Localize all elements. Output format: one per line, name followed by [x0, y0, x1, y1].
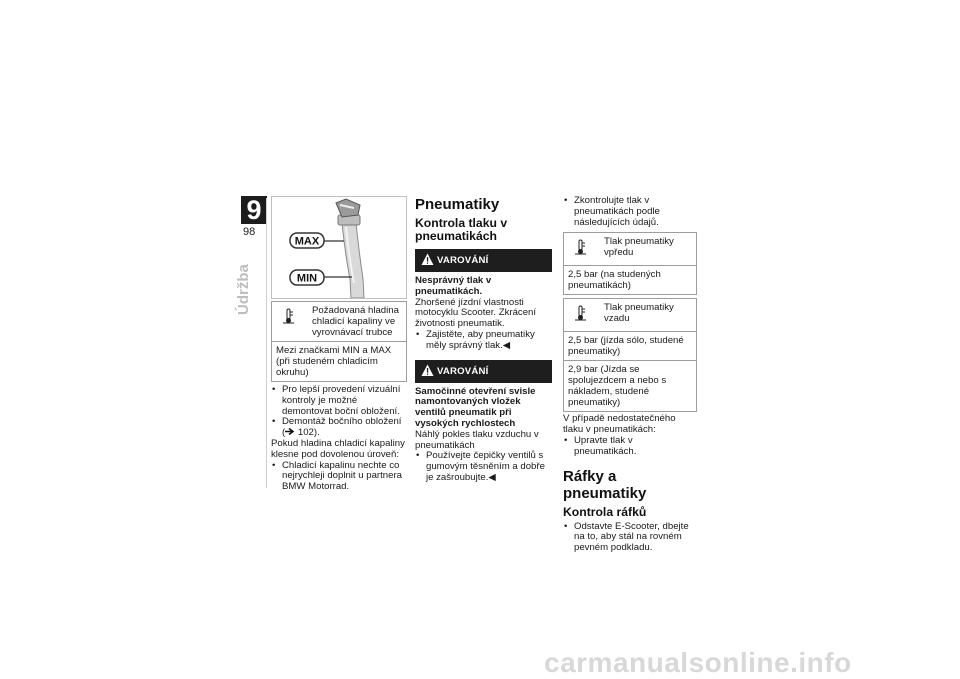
column-tires — [415, 196, 552, 484]
end-mark: ◀ — [502, 339, 511, 351]
list-item: • Odstavte E-Scooter, dbejte na to, aby stál na rovném pevném podkladu. — [563, 522, 697, 554]
front-pressure-title: Tlak pneumatiky vpředu — [604, 236, 674, 259]
front-pressure-value-row — [564, 265, 696, 294]
rear-pressure-title: Tlak pneumatiky vzadu — [604, 302, 674, 325]
rear-pressure-title-row — [564, 299, 696, 331]
rear-pressure-value-row — [564, 360, 696, 411]
warning-2-content — [415, 387, 552, 484]
rear-pressure-value-loaded: 2,9 bar (Jízda se spolujezdcem a nebo s nákladem, studené pneumatiky) — [568, 364, 667, 409]
rim-text — [563, 522, 697, 554]
section-heading: Pneumatiky — [415, 196, 500, 213]
warning-text: Zhoršené jízdní vlastnosti motocyklu Scooter. Zkrácení životnosti pneumatik. — [415, 296, 537, 330]
coolant-spec-value: Mezi značkami MIN a MAX (při studeném chladicím okruhu) — [276, 345, 392, 378]
rear-pressure-value-solo: 2,5 bar (jízda sólo, studené pneumatiky) — [568, 335, 684, 358]
subsection-heading: Kontrola tlaku v pneumatikách — [415, 216, 508, 243]
warning-banner — [415, 360, 552, 383]
front-pressure-title-row — [564, 233, 696, 265]
max-label: MAX — [294, 235, 320, 248]
pressure-adjust-bullets — [563, 436, 697, 458]
warning-label: VAROVÁNÍ — [437, 365, 489, 377]
rim-bullets — [563, 522, 697, 554]
warning-1-content — [415, 276, 552, 352]
list-item: • Upravte tlak v pneumatikách. — [563, 436, 697, 458]
coolant-spec-row-value — [272, 341, 406, 381]
thermometer-icon — [574, 305, 588, 321]
coolant-bullets — [271, 385, 407, 439]
thermometer-icon — [574, 239, 588, 255]
warning-banner — [415, 249, 552, 272]
front-pressure-value: 2,5 bar (na studených pneumatikách) — [568, 269, 661, 292]
coolant-paragraph: Pokud hladina chladicí kapaliny klesne pod dovolenou úroveň: — [271, 437, 405, 460]
coolant-spec-row-title — [272, 302, 406, 341]
warning-title: Nesprávný tlak v pneumatikách. — [415, 275, 492, 297]
subsection-heading: Kontrola ráfků — [563, 504, 647, 519]
warning-bullets — [415, 451, 552, 483]
divider — [266, 198, 267, 488]
list-item-text: Demontáž bočního obložení — [282, 416, 402, 428]
pressure-followup — [563, 414, 697, 457]
column-pressure — [563, 196, 697, 554]
coolant-bullets-b — [271, 461, 407, 493]
warning-title: Samočinné otevření svisle namontovaných vložek ventilů pneumatik při vysokých rychlostech — [415, 385, 536, 429]
warning-text: Náhlý pokles tlaku vzduchu v pneumatikách — [415, 428, 539, 451]
watermark: carmanualsonline.info — [544, 647, 852, 678]
list-item — [415, 451, 552, 483]
pressure-bullets — [563, 196, 697, 228]
chapter-number: 9 — [241, 196, 267, 224]
list-item: • Chladicí kapalinu nechte co nejrychleji doplnit u partnera BMW Motorrad. — [271, 461, 407, 493]
list-item-text: Zajistěte, aby pneumatiky měly správný tlak. — [426, 328, 535, 351]
chapter-side-title — [235, 264, 253, 315]
min-label: MIN — [296, 272, 318, 285]
rear-pressure-box — [563, 298, 697, 412]
page-reference[interactable]: 102). — [297, 427, 320, 439]
page-number: 98 — [243, 226, 256, 238]
column-coolant — [271, 196, 407, 493]
warning-bullets — [415, 330, 552, 352]
list-item — [415, 330, 552, 352]
warning-icon — [421, 253, 434, 266]
rear-pressure-value-row — [564, 331, 696, 360]
thermometer-icon — [282, 308, 296, 324]
front-pressure-box — [563, 232, 697, 295]
list-item: • Zkontrolujte tlak v pneumatikách podle následujících údajů. — [563, 196, 697, 228]
warning-label: VAROVÁNÍ — [437, 255, 489, 266]
end-mark: ◀ — [488, 471, 496, 483]
coolant-tube-figure — [271, 196, 407, 299]
coolant-text — [271, 385, 407, 493]
arrow-right-icon — [285, 428, 295, 435]
coolant-spec-title: Požadovaná hladina chladicí kapaliny ve vyrovnávací trubce — [312, 305, 399, 338]
section-heading: Ráfky a pneumatiky — [563, 467, 647, 502]
pressure-intro — [563, 196, 697, 228]
pressure-paragraph: V případě nedostatečného tlaku v pneumatikách: — [563, 413, 676, 436]
list-item: • Demontáž bočního obložení ( 102). — [271, 417, 407, 439]
chapter-side-title-text: Údržba — [235, 264, 252, 315]
coolant-tube-illustration — [272, 197, 406, 298]
warning-icon — [421, 364, 434, 377]
list-item-text: Používejte čepičky ventilů s gumovým těsněním a dobře je zašroubujte. — [426, 450, 545, 483]
list-item: • Pro lepší provedení vizuální kontroly je možné demontovat boční obložení. — [271, 385, 407, 417]
coolant-spec-box — [271, 301, 407, 382]
